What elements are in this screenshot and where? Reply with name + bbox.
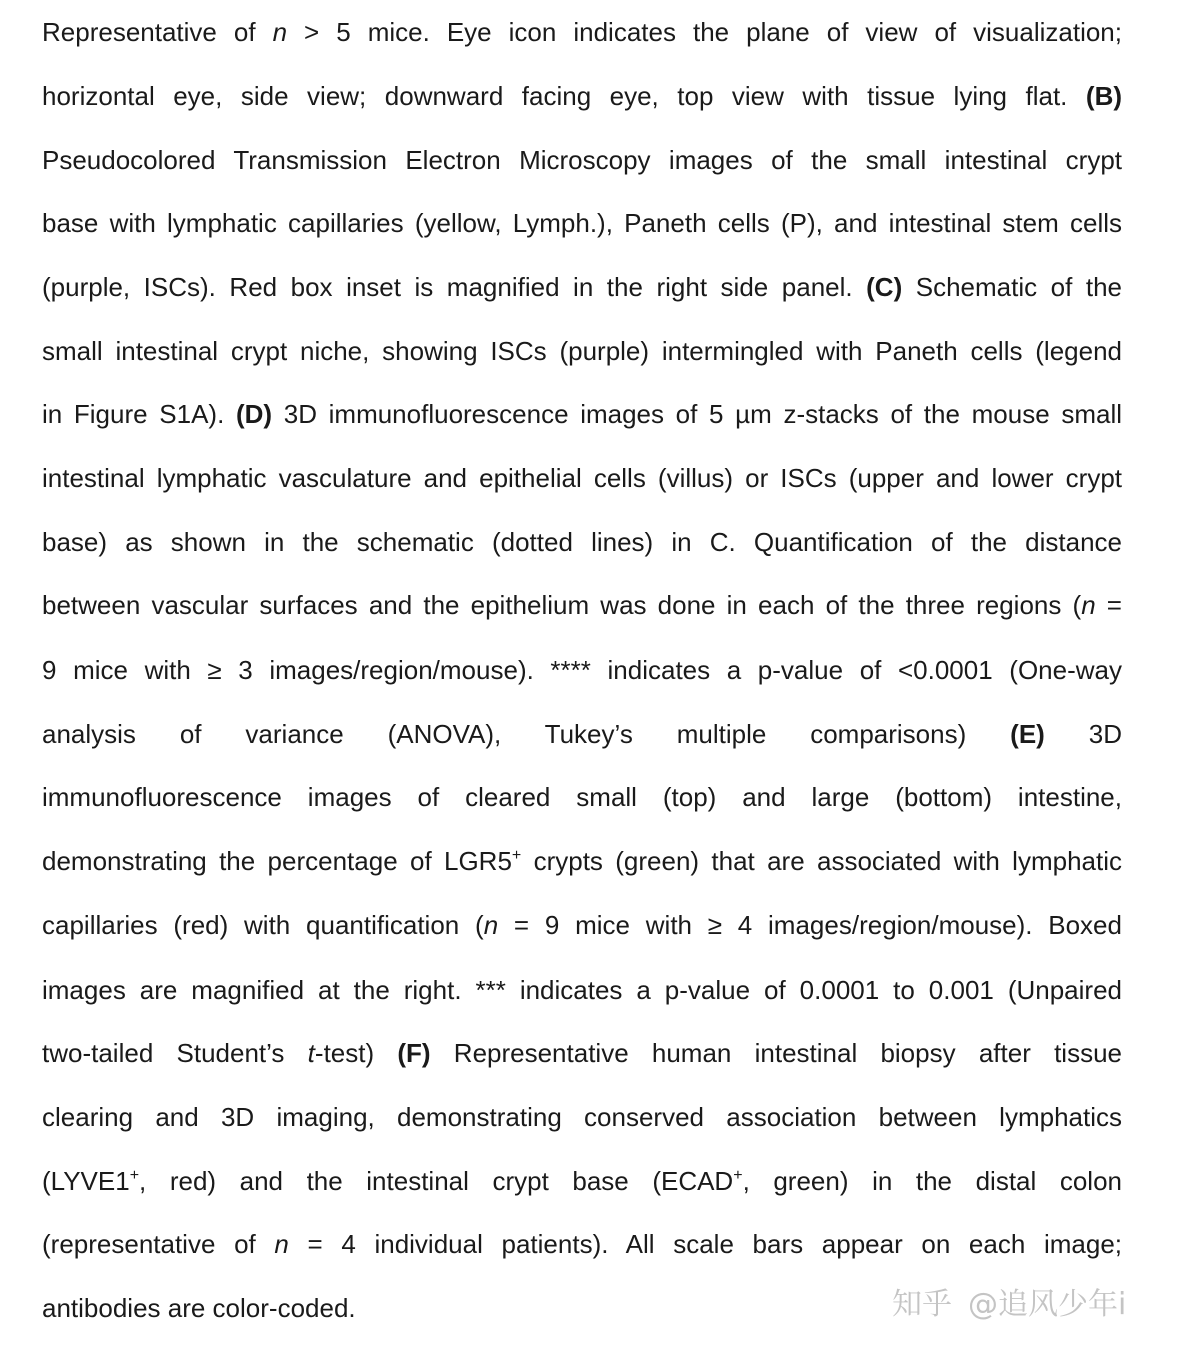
panel-label-b: (B) [1085, 81, 1122, 111]
caption-line-20: (representative of n = 4 individual patients). All scale bars appear on each image; [42, 1229, 1122, 1259]
caption-line-16: images are magnified at the right. *** indicates a p-value of 0.0001 to 0.001 (Unpaired [42, 975, 1122, 1005]
watermark-site: 知乎 [892, 1287, 952, 1322]
caption-line-3: Pseudocolored Transmission Electron Microscopy images of the small intestinal crypt [42, 145, 1122, 175]
caption-line-9: base) as shown in the schematic (dotted lines) in C. Quantification of the distance [42, 527, 1122, 557]
panel-label-c: (C) [866, 272, 903, 302]
caption-line-21: antibodies are color-coded. [42, 1293, 356, 1323]
caption-line-18: clearing and 3D imaging, demonstrating conserved association between lymphatics [42, 1102, 1122, 1132]
watermark-author: @追风少年i [968, 1287, 1127, 1322]
caption-line-17: two-tailed Student’s t-test) (F) Representative human intestinal biopsy after tissue [42, 1038, 1122, 1068]
zhihu-watermark [892, 1281, 1126, 1321]
panel-label-f: (F) [397, 1038, 431, 1068]
caption-line-13: immunofluorescence images of cleared small (top) and large (bottom) intestine, [42, 782, 1122, 812]
caption-line-4: base with lymphatic capillaries (yellow, Lymph.), Paneth cells (P), and intestinal stem cells [42, 208, 1122, 238]
caption-line-14: demonstrating the percentage of LGR5+ crypts (green) that are associated with lymphatic [42, 846, 1122, 876]
caption-line-11: 9 mice with ≥ 3 images/region/mouse). **** indicates a p-value of <0.0001 (One-way [42, 655, 1122, 685]
caption-line-1: Representative of n > 5 mice. Eye icon indicates the plane of view of visualization; [42, 17, 1122, 47]
caption-line-10: between vascular surfaces and the epithelium was done in each of the three regions (n = [42, 590, 1122, 620]
caption-line-19: (LYVE1+, red) and the intestinal crypt base (ECAD+, green) in the distal colon [42, 1166, 1123, 1196]
panel-label-e: (E) [1010, 719, 1045, 749]
caption-line-2: horizontal eye, side view; downward facing eye, top view with tissue lying flat. (B) [42, 81, 1122, 111]
caption-line-15: capillaries (red) with quantification (n = 9 mice with ≥ 4 images/region/mouse). Boxed [42, 910, 1122, 940]
caption-line-12: analysis of variance (ANOVA), Tukey’s multiple comparisons) (E) 3D [42, 719, 1122, 749]
caption-line-6: small intestinal crypt niche, showing ISCs (purple) intermingled with Paneth cells (legend [42, 336, 1122, 366]
caption-line-7: in Figure S1A). (D) 3D immunofluorescence images of 5 µm z-stacks of the mouse small [42, 399, 1122, 429]
panel-label-d: (D) [235, 399, 273, 429]
caption-line-5: (purple, ISCs). Red box inset is magnified in the right side panel. (C) Schematic of the [42, 272, 1122, 302]
caption-line-8: intestinal lymphatic vasculature and epithelial cells (villus) or ISCs (upper and lower crypt [42, 463, 1122, 493]
